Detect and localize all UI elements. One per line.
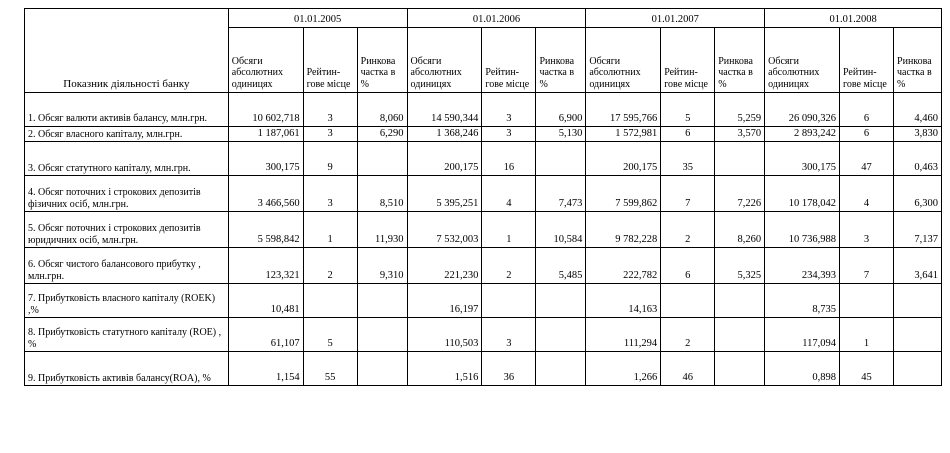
cell-value: 9 [303,142,357,176]
cell-value: 0,898 [765,352,840,386]
cell-value: 6 [661,127,715,142]
column-header-share-3: Ринкова частка в % [715,28,765,93]
year-header-1: 01.01.2005 [228,9,407,28]
cell-value [357,352,407,386]
cell-value [839,284,893,318]
table-row [25,93,942,127]
cell-value: 2 [661,212,715,248]
column-header-rank-3: Рейтин-гове місце [661,28,715,93]
row-label: 8. Прибутковість статутного капіталу (ROE) , % [25,318,229,352]
cell-value: 3,641 [894,248,942,284]
cell-value: 3 [303,93,357,127]
cell-value: 46 [661,352,715,386]
cell-value [661,284,715,318]
cell-value: 7,473 [536,176,586,212]
cell-value: 5,485 [536,248,586,284]
cell-value: 6 [661,248,715,284]
row-label: 9. Прибутковість активів балансу(ROA), % [25,352,229,386]
cell-value: 0,463 [894,142,942,176]
column-header-share-2: Ринкова частка в % [536,28,586,93]
cell-value: 123,321 [228,248,303,284]
cell-value [303,284,357,318]
row-label: 7. Прибутковість власного капіталу (ROEK) ,% [25,284,229,318]
cell-value: 5,130 [536,127,586,142]
cell-value: 2 893,242 [765,127,840,142]
cell-value: 11,930 [357,212,407,248]
cell-value: 2 [661,318,715,352]
cell-value: 26 090,326 [765,93,840,127]
column-header-rank-1: Рейтин-гове місце [303,28,357,93]
cell-value: 10,481 [228,284,303,318]
cell-value [715,318,765,352]
table-row [25,248,942,284]
column-header-rank-2: Рейтин-гове місце [482,28,536,93]
table-row [25,212,942,248]
cell-value: 200,175 [407,142,482,176]
cell-value: 110,503 [407,318,482,352]
cell-value: 4,460 [894,93,942,127]
cell-value [715,284,765,318]
cell-value: 1,516 [407,352,482,386]
cell-value: 36 [482,352,536,386]
cell-value: 5 [661,93,715,127]
cell-value: 17 595,766 [586,93,661,127]
cell-value: 35 [661,142,715,176]
cell-value: 3 466,560 [228,176,303,212]
column-header-volume-4: Обсяги абсолютних одиницях [765,28,840,93]
cell-value [536,318,586,352]
cell-value: 5 [303,318,357,352]
cell-value: 8,735 [765,284,840,318]
cell-value: 10 736,988 [765,212,840,248]
cell-value: 1,266 [586,352,661,386]
cell-value: 10,584 [536,212,586,248]
cell-value: 5 395,251 [407,176,482,212]
cell-value [536,284,586,318]
cell-value [482,284,536,318]
cell-value: 1,154 [228,352,303,386]
cell-value: 1 [482,212,536,248]
cell-value: 3 [482,127,536,142]
cell-value: 10 178,042 [765,176,840,212]
cell-value: 61,107 [228,318,303,352]
cell-value: 7 599,862 [586,176,661,212]
cell-value: 3,570 [715,127,765,142]
year-header-4: 01.01.2008 [765,9,942,28]
cell-value: 8,510 [357,176,407,212]
cell-value: 1 [303,212,357,248]
cell-value: 222,782 [586,248,661,284]
cell-value: 9,310 [357,248,407,284]
cell-value: 117,094 [765,318,840,352]
cell-value: 1 368,246 [407,127,482,142]
cell-value: 6,290 [357,127,407,142]
cell-value: 4 [482,176,536,212]
cell-value: 14,163 [586,284,661,318]
table-row [25,176,942,212]
cell-value: 16 [482,142,536,176]
cell-value [715,352,765,386]
cell-value: 3 [482,318,536,352]
row-label: 4. Обсяг поточних і строкових депозитів фізичних осіб, млн.грн. [25,176,229,212]
cell-value: 1 187,061 [228,127,303,142]
bank-indicators-table [24,8,942,386]
table-row [25,352,942,386]
cell-value: 7,137 [894,212,942,248]
cell-value: 7 532,003 [407,212,482,248]
cell-value [357,284,407,318]
cell-value: 16,197 [407,284,482,318]
cell-value: 55 [303,352,357,386]
column-header-volume-2: Обсяги абсолютних одиницях [407,28,482,93]
cell-value: 5 598,842 [228,212,303,248]
column-header-volume-1: Обсяги абсолютних одиницях [228,28,303,93]
table-row [25,284,942,318]
cell-value: 7 [839,248,893,284]
cell-value: 2 [482,248,536,284]
cell-value [357,142,407,176]
table-row [25,127,942,142]
cell-value: 221,230 [407,248,482,284]
cell-value: 10 602,718 [228,93,303,127]
row-label: 6. Обсяг чистого балансового прибутку , млн.грн. [25,248,229,284]
cell-value [715,142,765,176]
cell-value: 3 [839,212,893,248]
row-label: 1. Обсяг валюти активів балансу, млн.грн. [25,93,229,127]
cell-value: 47 [839,142,893,176]
year-header-3: 01.01.2007 [586,9,765,28]
cell-value: 5,325 [715,248,765,284]
cell-value: 2 [303,248,357,284]
cell-value: 3,830 [894,127,942,142]
cell-value [536,352,586,386]
cell-value [894,284,942,318]
cell-value: 300,175 [765,142,840,176]
cell-value: 8,060 [357,93,407,127]
table-header-years-row [25,9,942,28]
cell-value: 1 [839,318,893,352]
cell-value: 300,175 [228,142,303,176]
column-header-share-4: Ринкова частка в % [894,28,942,93]
year-header-2: 01.01.2006 [407,9,586,28]
cell-value: 8,260 [715,212,765,248]
column-header-rank-4: Рейтин-гове місце [839,28,893,93]
cell-value: 45 [839,352,893,386]
cell-value [357,318,407,352]
cell-value: 6 [839,93,893,127]
cell-value: 3 [303,176,357,212]
cell-value: 111,294 [586,318,661,352]
column-header-share-1: Ринкова частка в % [357,28,407,93]
spreadsheet-sheet [0,8,950,453]
cell-value: 14 590,344 [407,93,482,127]
cell-value: 6,300 [894,176,942,212]
row-label: 2. Обсяг власного капіталу, млн.грн. [25,127,229,142]
cell-value: 234,393 [765,248,840,284]
cell-value: 9 782,228 [586,212,661,248]
row-header-label: Показник діяльності банку [25,9,229,93]
table-row [25,318,942,352]
cell-value [894,318,942,352]
cell-value: 4 [839,176,893,212]
column-header-volume-3: Обсяги абсолютних одиницях [586,28,661,93]
cell-value: 7 [661,176,715,212]
cell-value: 1 572,981 [586,127,661,142]
cell-value: 7,226 [715,176,765,212]
cell-value: 6 [839,127,893,142]
cell-value: 5,259 [715,93,765,127]
cell-value [894,352,942,386]
table-row [25,142,942,176]
cell-value [536,142,586,176]
cell-value: 3 [482,93,536,127]
row-label: 5. Обсяг поточних і строкових депозитів юридичних осіб, млн.грн. [25,212,229,248]
cell-value: 6,900 [536,93,586,127]
cell-value: 200,175 [586,142,661,176]
row-label: 3. Обсяг статутного капіталу, млн.грн. [25,142,229,176]
cell-value: 3 [303,127,357,142]
